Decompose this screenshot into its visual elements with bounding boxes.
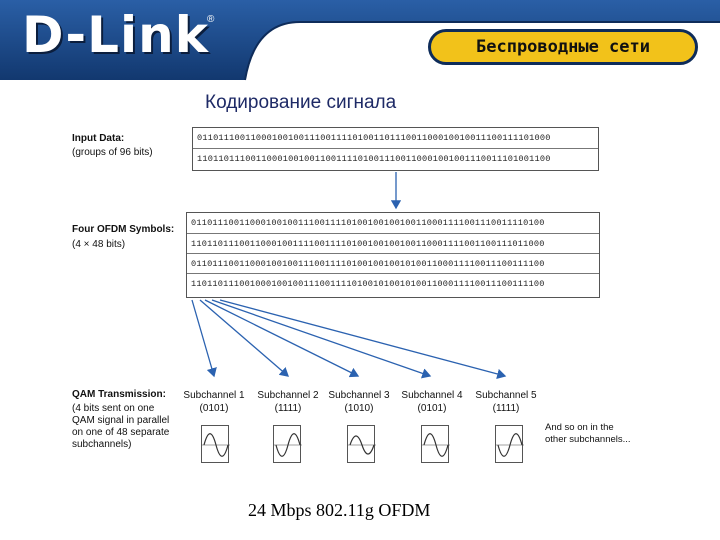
subchannel-bits: (1111) [492,403,520,414]
qam-sublabel: (4 bits sent on one QAM signal in parallel on one of 48 separate subchannels) [72,403,170,450]
subchannel-bits: (0101) [417,403,447,414]
subchannel-1 [178,389,250,415]
subchannel-bits: (1010) [344,403,374,414]
subchannel-5 [470,389,542,415]
qam-signal-icon [347,425,375,463]
subchannel-4 [396,389,468,415]
input-bits-row: 110110111001100010010011001111010011100110001001001110011101001100 [193,148,598,168]
subchannel-name: Subchannel 4 [401,390,463,401]
input-bits-row: 011011100110001001001110011110100110111001100010010011100111101000 [197,133,551,143]
input-label-text: Input Data: [72,133,125,144]
subchannel-name: Subchannel 5 [475,390,537,401]
brand-logo: D-Link [22,6,210,64]
ofdm-symbol-row: 110110111001100010011110011110100100100100110001111001100111011000 [187,233,599,253]
arrow-subchannel-3 [205,300,358,376]
subchannel-name: Subchannel 3 [328,390,390,401]
ofdm-symbol-row: 011011100110001001001110011110100100100101001100011110011100111100 [187,253,599,273]
slide-caption: 24 Mbps 802.11g OFDM [248,500,431,520]
ofdm-symbol-row: 011011100110001001001110011110100100100100110001111001110011110100 [191,218,545,228]
qam-label-text: QAM Transmission: [72,389,166,400]
arrow-subchannel-1 [192,300,214,376]
subchannel-3 [323,389,395,415]
ofdm-symbol-row: 110110111001000100100111001111010010100101001100011110011100111100 [187,273,599,293]
registered-mark: ® [207,14,215,25]
qam-signal-icon [201,425,229,463]
qam-signal-icon [495,425,523,463]
input-data-sublabel: (groups of 96 bits) [72,147,153,158]
arrow-subchannel-5 [220,300,505,376]
ofdm-label-text: Four OFDM Symbols: [72,224,175,235]
subchannel-name: Subchannel 1 [183,390,245,401]
qam-signal-icon [421,425,449,463]
section-label: Беспроводные сети [476,37,650,57]
continuation-note: And so on in the other subchannels... [545,422,631,445]
slide-title: Кодирование сигнала [205,92,397,113]
subchannel-bits: (1111) [274,403,302,414]
subchannel-name: Subchannel 2 [257,390,319,401]
subchannel-bits: (0101) [199,403,229,414]
qam-signal-icon [273,425,301,463]
ofdm-sublabel: (4 × 48 bits) [72,239,126,250]
subchannel-2 [252,389,324,415]
